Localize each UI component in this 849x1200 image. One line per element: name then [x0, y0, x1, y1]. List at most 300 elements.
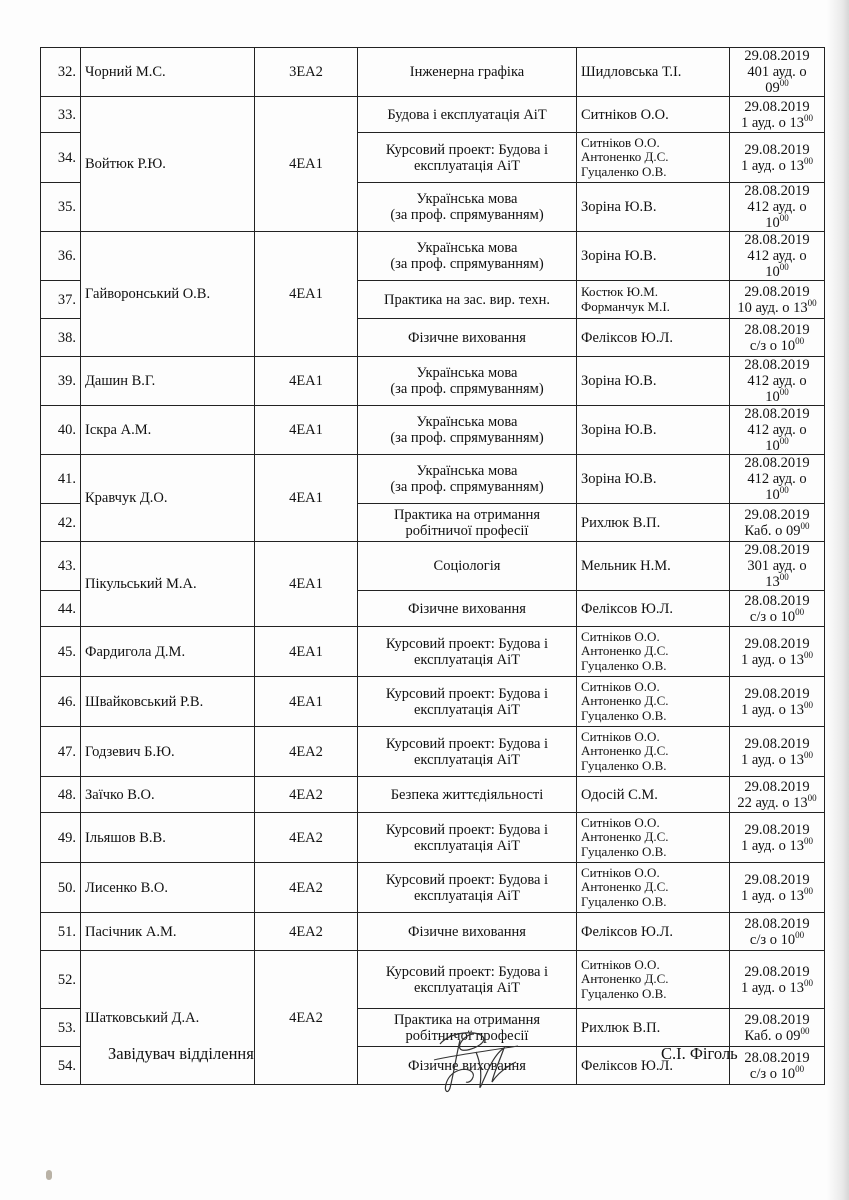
row-number: 47.: [41, 727, 81, 777]
row-number: 34.: [41, 133, 81, 183]
exam-room-time: [734, 649, 820, 668]
exam-room: 412 ауд. о 10: [747, 199, 807, 231]
table-row: [41, 406, 825, 455]
exam-room-time: [734, 835, 820, 854]
teacher-name: Гуцаленко О.В.: [581, 657, 667, 673]
subject-cell: [358, 863, 577, 913]
exam-date: 29.08.2019: [744, 48, 810, 64]
subject-line: Курсовий проект: Будова і: [385, 141, 549, 158]
student-group: 4ЕА1: [255, 542, 358, 627]
teacher-name: Феліксов Ю.Л.: [581, 600, 673, 617]
teacher-cell: [577, 863, 730, 913]
exam-room-time: [734, 929, 820, 948]
exam-time-minutes: 00: [779, 436, 789, 446]
exam-date-cell: [730, 627, 825, 677]
student-group: 4ЕА2: [255, 913, 358, 951]
teacher-cell: [577, 97, 730, 133]
footer-position-title: Завідувач відділення: [108, 1044, 254, 1063]
student-name: Ільяшов В.В.: [81, 813, 255, 863]
table-row: [41, 951, 825, 1009]
subject-cell: [358, 319, 577, 357]
teacher-cell: [577, 813, 730, 863]
subject-cell: [358, 357, 577, 406]
table-row: [41, 455, 825, 504]
table-row: [41, 542, 825, 591]
page-edge-shadow: [827, 0, 849, 1200]
subject-line: Українська мова: [416, 365, 518, 381]
teacher-name: Ситніков О.О.: [581, 814, 660, 830]
subject-line: Соціологія: [433, 558, 501, 574]
table-row: [41, 677, 825, 727]
subject-cell: [358, 183, 577, 232]
exam-date-cell: [730, 1009, 825, 1047]
exam-room: 10 ауд. о 13: [737, 299, 808, 316]
subject-cell: [358, 406, 577, 455]
exam-date: 28.08.2019: [744, 592, 810, 609]
teacher-cell: [577, 455, 730, 504]
exam-room-time: [734, 373, 820, 405]
subject-cell: [358, 813, 577, 863]
teacher-cell: [577, 232, 730, 281]
exam-room: с/з о 10: [749, 1065, 796, 1082]
teacher-name: Ситніков О.О.: [581, 864, 660, 880]
subject-cell: [358, 133, 577, 183]
exam-room-time: [734, 1025, 820, 1044]
subject-line: (за проф. спрямуванням): [390, 207, 544, 223]
exam-date-cell: [730, 777, 825, 813]
schedule-table-body: [41, 48, 825, 1085]
subject-cell: [358, 504, 577, 542]
exam-date: 29.08.2019: [744, 871, 810, 888]
teacher-cell: [577, 183, 730, 232]
exam-room: 1 ауд. о 13: [741, 751, 804, 768]
teacher-cell: [577, 542, 730, 591]
exam-room-time: [734, 520, 820, 539]
retake-schedule-table: [40, 47, 825, 1085]
subject-cell: [358, 97, 577, 133]
teacher-name: Зоріна Ю.В.: [581, 373, 657, 389]
teacher-name: Рихлюк В.П.: [581, 1019, 661, 1036]
student-group: 4ЕА2: [255, 863, 358, 913]
row-number: 38.: [41, 319, 81, 357]
row-number: 40.: [41, 406, 81, 455]
exam-room: 1 ауд. о 13: [741, 979, 804, 996]
exam-date: 28.08.2019: [744, 357, 810, 373]
exam-date: 29.08.2019: [744, 506, 810, 523]
teacher-name: Антоненко Д.С.: [581, 971, 669, 987]
exam-room: с/з о 10: [749, 337, 796, 354]
exam-date: 28.08.2019: [744, 232, 810, 248]
subject-line: Фізичне виховання: [408, 1057, 526, 1074]
table-row: [41, 627, 825, 677]
exam-time-minutes: 00: [803, 749, 813, 760]
exam-date: 29.08.2019: [744, 735, 810, 752]
teacher-name: Феліксов Ю.Л.: [581, 329, 673, 346]
subject-line: Курсовий проект: Будова і: [385, 635, 549, 652]
teacher-name: Ситніков О.О.: [581, 956, 660, 972]
exam-time-minutes: 00: [803, 699, 813, 710]
teacher-name: Гуцаленко О.В.: [581, 757, 667, 773]
exam-date-cell: [730, 281, 825, 319]
student-name: Пасічник А.М.: [81, 913, 255, 951]
teacher-name: Ситніков О.О.: [581, 628, 660, 644]
exam-room: 22 ауд. о 13: [737, 794, 808, 811]
row-number: 51.: [41, 913, 81, 951]
teacher-name: Антоненко Д.С.: [581, 829, 669, 845]
student-group: 4ЕА1: [255, 97, 358, 232]
exam-date: 29.08.2019: [744, 283, 810, 300]
exam-date-cell: [730, 813, 825, 863]
teacher-name: Костюк Ю.М.: [581, 284, 658, 299]
student-group: 4ЕА1: [255, 357, 358, 406]
exam-date: 29.08.2019: [744, 963, 810, 980]
subject-line: Українська мова: [416, 191, 518, 207]
paper-speck: [46, 1170, 52, 1180]
row-number: 41.: [41, 455, 81, 504]
subject-line: (за проф. спрямуванням): [390, 381, 544, 397]
exam-time-minutes: 00: [795, 929, 805, 940]
exam-time-minutes: 00: [803, 885, 813, 896]
teacher-name: Гуцаленко О.В.: [581, 893, 667, 909]
subject-line: Практика на зас. вир. техн.: [384, 291, 550, 308]
subject-cell: [358, 591, 577, 627]
subject-line: Українська мова: [416, 240, 518, 256]
subject-line: Курсовий проект: Будова і: [385, 821, 549, 838]
row-number: 42.: [41, 504, 81, 542]
exam-time-minutes: 00: [803, 835, 813, 846]
exam-room: 1 ауд. о 13: [741, 157, 804, 174]
exam-date-cell: [730, 183, 825, 232]
subject-line: Курсовий проект: Будова і: [385, 685, 549, 702]
student-group: 3ЕА2: [255, 48, 358, 97]
exam-room: Каб. о 09: [744, 1027, 801, 1044]
student-group: 4ЕА1: [255, 627, 358, 677]
teacher-name: Форманчук М.І.: [581, 298, 670, 314]
student-group: 4ЕА1: [255, 406, 358, 455]
row-number: 45.: [41, 627, 81, 677]
exam-room-time: [734, 335, 820, 354]
teacher-name: Зоріна Ю.В.: [581, 422, 657, 438]
teacher-cell: [577, 677, 730, 727]
student-name: Лисенко В.О.: [81, 863, 255, 913]
exam-room-time: [734, 977, 820, 996]
exam-date-cell: [730, 1047, 825, 1085]
row-number: 54.: [41, 1047, 81, 1085]
subject-cell: [358, 232, 577, 281]
footer-signer-name: С.І. Фіголь: [661, 1044, 738, 1063]
exam-date: 29.08.2019: [744, 542, 810, 558]
subject-line: (за проф. спрямуванням): [390, 430, 544, 446]
table-row: [41, 232, 825, 281]
exam-room: 301 ауд. о 13: [747, 558, 807, 590]
subject-line: (за проф. спрямуванням): [390, 479, 544, 495]
exam-room-time: [734, 1063, 820, 1082]
teacher-name: Антоненко Д.С.: [581, 693, 669, 709]
table-row: [41, 777, 825, 813]
subject-line: експлуатація АіТ: [413, 887, 521, 904]
exam-time-minutes: 00: [803, 649, 813, 660]
subject-line: експлуатація АіТ: [413, 701, 521, 718]
student-name: Дашин В.Г.: [81, 357, 255, 406]
exam-date: 29.08.2019: [744, 1011, 810, 1028]
teacher-name: Гуцаленко О.В.: [581, 985, 667, 1001]
subject-cell: [358, 542, 577, 591]
exam-room: 412 ауд. о 10: [747, 248, 807, 280]
exam-time-minutes: 00: [779, 213, 789, 223]
exam-room: 412 ауд. о 10: [747, 422, 807, 454]
teacher-cell: [577, 504, 730, 542]
student-name: Іскра А.М.: [81, 406, 255, 455]
student-group: 4ЕА2: [255, 777, 358, 813]
exam-date: 29.08.2019: [744, 98, 810, 115]
teacher-name: Зоріна Ю.В.: [581, 248, 657, 264]
row-number: 48.: [41, 777, 81, 813]
exam-date-cell: [730, 913, 825, 951]
exam-date-cell: [730, 133, 825, 183]
exam-date: 29.08.2019: [744, 635, 810, 652]
student-group: 4ЕА2: [255, 727, 358, 777]
teacher-cell: [577, 133, 730, 183]
exam-date: 28.08.2019: [744, 406, 810, 422]
exam-time-minutes: 00: [795, 335, 805, 346]
exam-date: 28.08.2019: [744, 915, 810, 932]
table-row: [41, 48, 825, 97]
exam-time-minutes: 00: [779, 78, 789, 88]
student-group: 4ЕА1: [255, 677, 358, 727]
row-number: 43.: [41, 542, 81, 591]
exam-room-time: [734, 155, 820, 174]
exam-date-cell: [730, 863, 825, 913]
exam-room: 412 ауд. о 10: [747, 373, 807, 405]
teacher-name: Антоненко Д.С.: [581, 879, 669, 895]
subject-line: робітничої професії: [405, 522, 529, 539]
exam-date-cell: [730, 727, 825, 777]
row-number: 50.: [41, 863, 81, 913]
table-row: [41, 357, 825, 406]
teacher-name: Антоненко Д.С.: [581, 149, 669, 165]
subject-line: Фізичне виховання: [408, 923, 526, 940]
exam-time-minutes: 00: [803, 155, 813, 166]
student-group: 4ЕА2: [255, 813, 358, 863]
subject-line: експлуатація АіТ: [413, 837, 521, 854]
exam-room: 1 ауд. о 13: [741, 114, 804, 131]
exam-date-cell: [730, 951, 825, 1009]
exam-date-cell: [730, 357, 825, 406]
exam-room: с/з о 10: [749, 931, 796, 948]
exam-room-time: [734, 699, 820, 718]
teacher-name: Феліксов Ю.Л.: [581, 1057, 673, 1074]
exam-date: 28.08.2019: [744, 183, 810, 199]
subject-line: Безпека життєдіяльності: [390, 786, 544, 803]
exam-room: 412 ауд. о 10: [747, 471, 807, 503]
teacher-name: Ситніков О.О.: [581, 678, 660, 694]
exam-room: с/з о 10: [749, 608, 796, 625]
subject-line: експлуатація АіТ: [413, 979, 521, 996]
exam-date-cell: [730, 542, 825, 591]
row-number: 53.: [41, 1009, 81, 1047]
exam-room-time: [734, 248, 820, 280]
student-name: Войтюк Р.Ю.: [81, 97, 255, 232]
exam-room: 1 ауд. о 13: [741, 651, 804, 668]
row-number: 44.: [41, 591, 81, 627]
teacher-name: Ситніков О.О.: [581, 134, 660, 150]
exam-room-time: [734, 297, 820, 316]
subject-cell: [358, 627, 577, 677]
exam-room-time: [734, 422, 820, 454]
student-name: Годзевич Б.Ю.: [81, 727, 255, 777]
subject-line: Фізичне виховання: [408, 329, 526, 346]
row-number: 35.: [41, 183, 81, 232]
teacher-name: Гуцаленко О.В.: [581, 843, 667, 859]
row-number: 49.: [41, 813, 81, 863]
subject-cell: [358, 913, 577, 951]
subject-line: Курсовий проект: Будова і: [385, 735, 549, 752]
teacher-cell: [577, 357, 730, 406]
exam-time-minutes: 00: [779, 387, 789, 397]
exam-date: 28.08.2019: [744, 455, 810, 471]
teacher-name: Феліксов Ю.Л.: [581, 923, 673, 940]
teacher-name: Одосій С.М.: [581, 786, 658, 803]
exam-room: 401 ауд. о 09: [747, 64, 807, 96]
table-row: [41, 863, 825, 913]
exam-room: Каб. о 09: [744, 522, 801, 539]
exam-time-minutes: 00: [807, 792, 817, 803]
row-number: 32.: [41, 48, 81, 97]
teacher-cell: [577, 913, 730, 951]
teacher-name: Шидловська Т.І.: [581, 64, 682, 80]
subject-line: Інженерна графіка: [409, 64, 525, 80]
subject-line: Практика на отримання: [393, 506, 541, 523]
exam-room: 1 ауд. о 13: [741, 837, 804, 854]
exam-time-minutes: 00: [795, 1063, 805, 1074]
student-name: Гайворонський О.В.: [81, 232, 255, 357]
student-group: 4ЕА2: [255, 951, 358, 1085]
table-row: [41, 97, 825, 133]
table-row: [41, 913, 825, 951]
row-number: 33.: [41, 97, 81, 133]
exam-room-time: [734, 112, 820, 131]
teacher-cell: [577, 281, 730, 319]
exam-room: 1 ауд. о 13: [741, 701, 804, 718]
row-number: 39.: [41, 357, 81, 406]
teacher-cell: [577, 591, 730, 627]
exam-time-minutes: 00: [779, 572, 789, 582]
subject-line: експлуатація АіТ: [413, 751, 521, 768]
subject-cell: [358, 951, 577, 1009]
teacher-cell: [577, 951, 730, 1009]
subject-line: Курсовий проект: Будова і: [385, 963, 549, 980]
exam-date-cell: [730, 319, 825, 357]
exam-date-cell: [730, 591, 825, 627]
handwritten-signature: [420, 1022, 530, 1102]
exam-room-time: [734, 64, 820, 96]
exam-date-cell: [730, 97, 825, 133]
exam-date-cell: [730, 504, 825, 542]
exam-room-time: [734, 558, 820, 590]
exam-date-cell: [730, 455, 825, 504]
subject-cell: [358, 48, 577, 97]
subject-line: Українська мова: [416, 414, 518, 430]
subject-cell: [358, 727, 577, 777]
row-number: 36.: [41, 232, 81, 281]
exam-time-minutes: 00: [807, 297, 817, 308]
teacher-cell: [577, 627, 730, 677]
exam-time-minutes: 00: [800, 520, 810, 531]
subject-line: Фізичне виховання: [408, 600, 526, 617]
teacher-name: Гуцаленко О.В.: [581, 163, 667, 179]
exam-date: 29.08.2019: [744, 141, 810, 158]
exam-room-time: [734, 199, 820, 231]
exam-time-minutes: 00: [800, 1025, 810, 1036]
student-name: Фардигола Д.М.: [81, 627, 255, 677]
exam-room-time: [734, 471, 820, 503]
subject-cell: [358, 455, 577, 504]
subject-line: (за проф. спрямуванням): [390, 256, 544, 272]
teacher-name: Зоріна Ю.В.: [581, 199, 657, 215]
teacher-cell: [577, 727, 730, 777]
exam-time-minutes: 00: [779, 262, 789, 272]
exam-room-time: [734, 792, 820, 811]
exam-date-cell: [730, 232, 825, 281]
student-name: Чорний М.С.: [81, 48, 255, 97]
student-name: Пікульський М.А.: [81, 542, 255, 627]
student-name: Шатковський Д.А.: [81, 951, 255, 1085]
exam-date: 29.08.2019: [744, 821, 810, 838]
exam-date: 29.08.2019: [744, 685, 810, 702]
teacher-name: Гуцаленко О.В.: [581, 707, 667, 723]
table-row: [41, 813, 825, 863]
exam-time-minutes: 00: [795, 606, 805, 617]
teacher-cell: [577, 48, 730, 97]
student-name: Кравчук Д.О.: [81, 455, 255, 542]
student-group: 4ЕА1: [255, 232, 358, 357]
exam-date-cell: [730, 406, 825, 455]
exam-date: 28.08.2019: [744, 1049, 810, 1066]
subject-line: робітничої професії: [405, 1027, 529, 1044]
row-number: 52.: [41, 951, 81, 1009]
exam-room-time: [734, 885, 820, 904]
subject-line: Будова і експлуатація АіТ: [387, 106, 547, 123]
subject-line: Курсовий проект: Будова і: [385, 871, 549, 888]
exam-time-minutes: 00: [803, 112, 813, 123]
teacher-name: Зоріна Ю.В.: [581, 471, 657, 487]
exam-date-cell: [730, 677, 825, 727]
exam-room-time: [734, 749, 820, 768]
exam-date-cell: [730, 48, 825, 97]
student-group: 4ЕА1: [255, 455, 358, 542]
subject-cell: [358, 677, 577, 727]
teacher-name: Ситніков О.О.: [581, 728, 660, 744]
subject-line: експлуатація АіТ: [413, 157, 521, 174]
exam-date: 28.08.2019: [744, 321, 810, 338]
teacher-name: Антоненко Д.С.: [581, 743, 669, 759]
teacher-cell: [577, 406, 730, 455]
subject-cell: [358, 281, 577, 319]
teacher-cell: [577, 1009, 730, 1047]
teacher-cell: [577, 319, 730, 357]
exam-date: 29.08.2019: [744, 778, 810, 795]
teacher-name: Антоненко Д.С.: [581, 643, 669, 659]
teacher-name: Рихлюк В.П.: [581, 514, 661, 531]
subject-line: експлуатація АіТ: [413, 651, 521, 668]
exam-room: 1 ауд. о 13: [741, 887, 804, 904]
row-number: 37.: [41, 281, 81, 319]
student-name: Швайковський Р.В.: [81, 677, 255, 727]
subject-line: Українська мова: [416, 463, 518, 479]
subject-cell: [358, 777, 577, 813]
teacher-cell: [577, 777, 730, 813]
teacher-name: Мельник Н.М.: [581, 558, 671, 574]
